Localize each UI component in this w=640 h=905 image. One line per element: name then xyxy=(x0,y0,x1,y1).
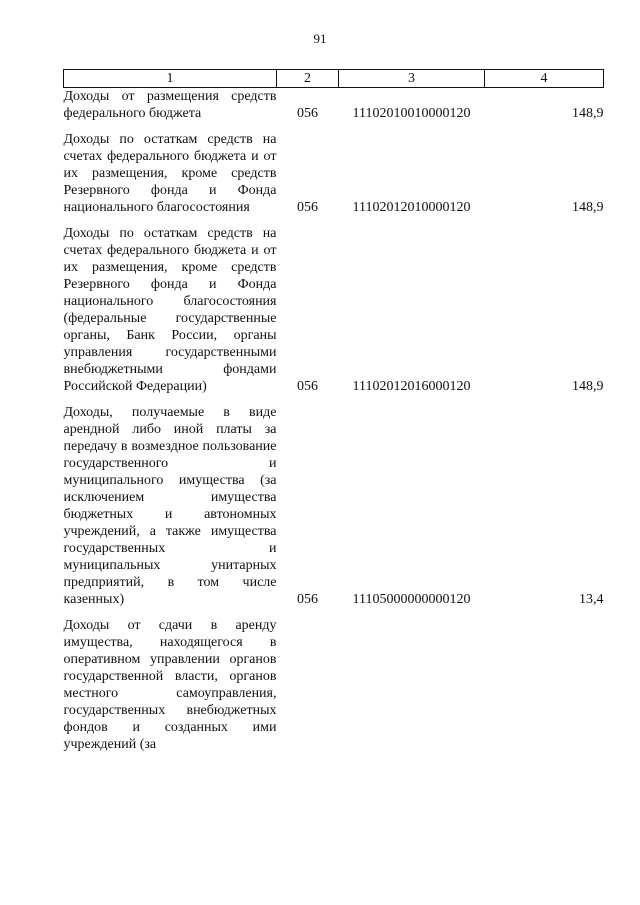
table-header-row xyxy=(64,70,604,88)
table-row xyxy=(64,88,604,132)
amount: 148,9 xyxy=(572,200,604,215)
budget-classification-code: 11102010010000120 xyxy=(352,106,471,121)
amount: 148,9 xyxy=(572,379,604,394)
revenue-description: Доходы по остаткам средств на счетах федерального бюджета и от их размещения, кроме средств Резервного фонда и Фонда национального благосостояния (федеральные государственные органы, Банк России, органы управления государственными внебюджетными фондами Российской Федерации) xyxy=(63,226,277,394)
table-row xyxy=(64,225,604,404)
table-row xyxy=(64,404,604,617)
revenue-description: Доходы от размещения средств федерального бюджета xyxy=(63,89,277,121)
column-header-1: 1 xyxy=(64,70,277,88)
admin-code xyxy=(277,617,339,762)
budget-classification-code: 11102012016000120 xyxy=(352,379,471,394)
revenue-description: Доходы от сдачи в аренду имущества, находящегося в оперативном управлении органов государственной власти, органов местного самоуправления, государственных внебюджетных фондов и созданных ими учреждений (за xyxy=(63,618,277,752)
admin-code: 056 xyxy=(297,379,318,394)
amount: 148,9 xyxy=(572,106,604,121)
amount: 13,4 xyxy=(579,592,604,607)
budget-revenue-table xyxy=(63,69,604,762)
budget-classification-code xyxy=(339,617,485,762)
admin-code: 056 xyxy=(297,106,318,121)
budget-classification-code: 11105000000000120 xyxy=(352,592,471,607)
table-row xyxy=(64,617,604,762)
column-header-4: 4 xyxy=(485,70,604,88)
admin-code: 056 xyxy=(297,200,318,215)
page-number: 91 xyxy=(313,31,327,46)
admin-code: 056 xyxy=(297,592,318,607)
budget-classification-code: 11102012010000120 xyxy=(352,200,471,215)
revenue-description: Доходы, получаемые в виде арендной либо иной платы за передачу в возмездное пользование государственного и муниципального имущества (за исключением имущества бюджетных и автономных учреждений, а также имущества государственных и муниципальных унитарных предприятий, в том числе казенных) xyxy=(63,405,277,607)
column-header-3: 3 xyxy=(339,70,485,88)
column-header-2: 2 xyxy=(277,70,339,88)
table-row xyxy=(64,131,604,225)
amount xyxy=(485,617,604,762)
revenue-description: Доходы по остаткам средств на счетах федерального бюджета и от их размещения, кроме средств Резервного фонда и Фонда национального благосостояния xyxy=(63,132,277,215)
